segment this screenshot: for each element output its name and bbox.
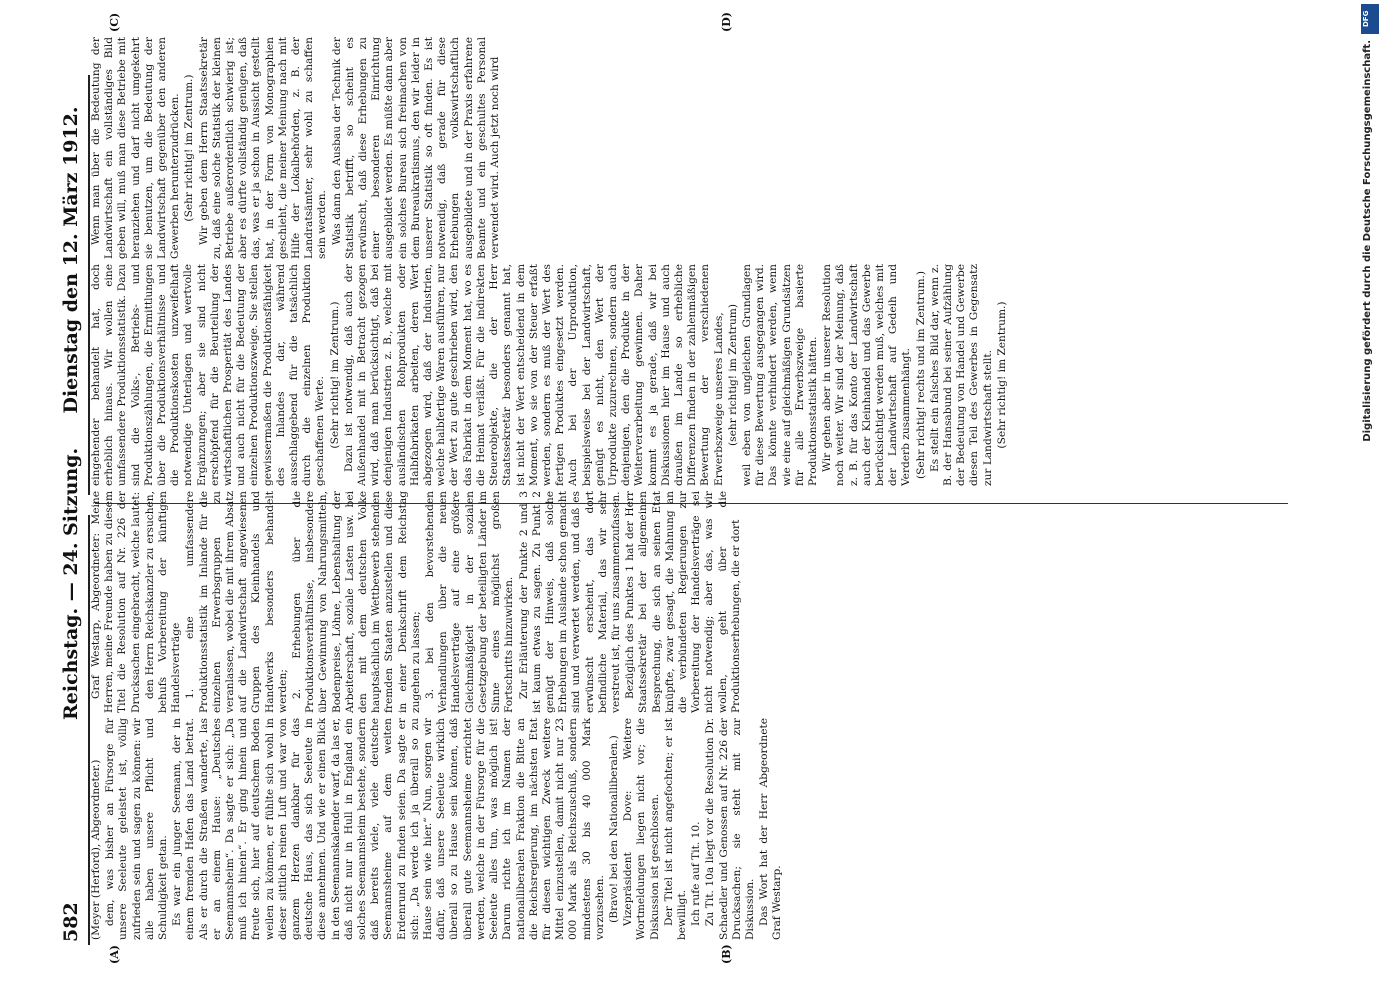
page-number: 582 xyxy=(60,902,82,942)
paragraph: weil eben von ungleichen Grundlagen für diese Bewertung ausgegangen wird. Das könnte verhindert werden, wenn wie eine auf gleichmäßigen Grundsätzen für alle Erwerbszweige basierte Produktionsstatistik hätten. xyxy=(740,264,819,486)
text-column-1 xyxy=(90,718,1288,940)
paragraph: Es war ein junger Seemann, der in einem fremden Hafen das Land betrat. Als er durch die Straßen wanderte, las er an einem Hause: „Deutsches Seemannsheim“. Da sagte er sich: „Da muß ich hinein“. Er ging hinein und freute sich, hier auf deutschem Boden weilen zu können, er fühlte sich wohl in dieser sittlich reinen Luft und war von ganzem Herzen dankbar für das deutsche Haus, das sich Seeleute in diese annehmen. Und wie er einen Blick in den Seemannskalender warf, da las er, daß nicht nur in Hull in England ein solches Seemannsheim bestehe, sondern daß bereits viele, viele deutsche Seemannsheime auf dem weiten Erdenrund zu finden seien. Da sagte er sich: „Da werde ich ja überall so zu Hause sein wie hier.“ Nun, sorgen wir dafür, daß unsere Seeleute wirklich überall so zu Hause sein können, daß überall gute Seemannsheime errichtet werden, welche in der Fürsorge für die Seeleute alles tun, was möglich ist! Darum richte ich im Namen der nationalliberalen Fraktion die Bitte an die Reichsregierung, im nächsten Etat für diesen wichtigen Zweck weitere Mittel einzustellen, damit nicht nur 23 000 Mark als Reichszuschuß, sondern mindestens 30 bis 40 000 Mark vorzusehen. xyxy=(171,718,606,940)
paragraph: Der Titel ist nicht angefochten; er ist bewilligt. xyxy=(662,718,688,940)
speaker-line: (Meyer (Herford), Abgeordneter.) xyxy=(90,759,102,940)
interjection: (Sehr richtig! im Zentrum.) xyxy=(995,301,1008,449)
interjection: (Sehr richtig! im Zentrum.) xyxy=(328,301,341,449)
paragraph: Was dann den Ausbau der Technik der Statistik betrifft, so scheint es erwünscht, daß diese Erhebungen zu einer besonderen Einrichtung ausgebildet werden. Es müßte dann aber ein solches Bureau sich freimachen von dem Bureaukratismus, den wir leider in unserer Statistik so oft finden. Es ist notwendig, daß gerade für diese Erhebungen volkswirtschaftlich ausgebildete und in der Praxis erfahrene Beamte und ein geschultes Personal verwendet wird. Auch jetzt noch wird xyxy=(330,37,502,259)
resolution-item: 1. eine umfassendere Produktionsstatistik im Inlande für die einzelnen Erwerbsgruppen zu veranlassen, wobei die mit ihrem Absatz auf die Landwirtschaft angewiesenen Gruppen des Kleinhandels und Handwerks besonders behandelt werden; xyxy=(184,491,289,713)
paragraph: eingehender behandelt hat, doch erheblich hinaus. Wir wollen eine umfassendere Produktionsstatistik. Dazu sind die Volks-, Betriebs- und Produktionszählungen, die Ermittlungen über die Produktionsverhältnisse und die Produktionskosten unzweifelhaft notwendige Unterlagen und wertvolle Ergänzungen; aber sie sind nicht erschöpfend für die Beurteilung der wirtschaftlichen Prosperität des Landes und auch nicht für die Bedeutung der einzelnen Produktionszweige. Sie stellen gewissermaßen die Produktionsfähigkeit des Inlandes dar, während ausschlaggebend für die tatsächlich durch die einzelnen Produktion geschaffenen Werte. xyxy=(90,264,327,486)
paragraph: Bezüglich des Punktes 1 hat der Herr Staatssekretär bei der allgemeinen Besprechung, die sich an seinen Etat knüpfte, zwar gesagt, die Mahnung an die verbündeten Regierungen zur Vorbereitung der Handelsverträge sei nicht notwendig; aber das, was wir wollen, geht über die Produktionserhebungen, die er dort xyxy=(624,491,742,713)
paragraph: Wir gehen aber in unserer Resolution noch weiter. Wir sind der Meinung, daß z. B. für das Konto der Landwirtschaft auch der Kleinhandel und das Gewerbe berücksichtigt werden muß, welches mit der Landwirtschaft auf Gedeih und Verderb zusammenhängt. xyxy=(821,264,913,486)
digitization-credit: Digitalisierung gefördert durch die Deutsche Forschungsgemeinschaft. xyxy=(1362,40,1373,442)
margin-mark-b: (B) xyxy=(720,944,733,964)
paragraph: Wenn man über die Bedeutung der Landwirtschaft ein vollständiges Bild geben will, muß man diese Betriebe mit heranziehen und darf nicht umgekehrt sie benutzen, um die Bedeutung der Landwirtschaft gegenüber den anderen Gewerben herunterzudrücken. xyxy=(90,37,182,259)
paragraph: Das Wort hat der Herr Abgeordnete Graf Westarp. xyxy=(758,718,784,940)
paragraph: Es stellt ein falsches Bild dar, wenn z. B. der Hansabund bei seiner Aufzählung der Bedeutung von Handel und Gewerbe diesen Teil des Gewerbes in Gegensatz zur Landwirtschaft stellt. xyxy=(928,264,994,486)
text-column-4 xyxy=(90,37,1288,259)
paragraph: Vizepräsident Dove: Weitere Wortmeldungen liegen nicht vor; die Diskussion ist geschlossen. xyxy=(622,718,661,940)
paragraph: den Herrn Reichskanzler zu ersuchen, behufs Vorbereitung der künftigen Handelsverträge xyxy=(143,491,183,713)
right-running-title: Dienstag den 12. März 1912. xyxy=(60,106,82,414)
margin-mark-a: (A) xyxy=(108,945,121,964)
paragraph: Zu Tit. 10a liegt vor die Resolution Dr. Schaedler und Genossen auf Nr. 226 der Drucksachen; sie steht mit zur Diskussion. xyxy=(704,718,756,940)
interjection: (Sehr richtig! rechts und im Zentrum.) xyxy=(914,270,927,480)
digitization-footer xyxy=(1358,0,1383,1000)
margin-mark-d: (D) xyxy=(720,12,733,32)
paragraph: Zur Erläuterung der Punkte 2 und 3 ist kaum etwas zu sagen. Zu Punkt 2 genügt der Hinweis, daß solche Erhebungen im Auslande schon gemacht sind und verwertet werden, und daß es erwünscht erscheint, das dort befindliche Material, das wir sehr verstreut ist, für uns zusammenzufassen. xyxy=(517,491,622,713)
paragraph: Ich rufe auf Tit. 10. xyxy=(690,821,703,926)
text-column-2 xyxy=(90,491,1288,713)
resolution-item: 3. bei den bevorstehenden Verhandlungen über die neuen Handelsverträge auf eine größere Gleichmäßigkeit in der sozialen Gesetzgebung der beteiligten Länder im Sinne eines möglichst großen Fortschritts hinzuwirken. xyxy=(424,491,516,713)
interjection: (Bravo! bei den Nationalliberalen.) xyxy=(607,735,620,923)
dfg-logo-badge: DFG xyxy=(1361,4,1379,34)
interjection: (sehr richtig! im Zentrum) xyxy=(726,304,739,446)
paragraph: Graf Westarp, Abgeordneter: Meine Herren, meine Freunde haben zu diesem Titel die Resolution auf Nr. 226 der Drucksachen eingebracht, welche lautet: xyxy=(90,491,142,713)
margin-mark-c: (C) xyxy=(108,12,121,32)
paragraph: dem, was bisher an Fürsorge für unsere Seeleute geleistet ist, völlig zufrieden sein und sagen zu können: wir alle haben unsere Pflicht und Schuldigkeit getan. xyxy=(104,718,170,940)
left-running-title: Reichstag. — 24. Sitzung. xyxy=(60,447,82,720)
interjection: (Sehr richtig! im Zentrum.) xyxy=(183,74,196,222)
paragraph: Wir geben dem Herrn Staatssekretär zu, daß eine solche Statistik der kleinen Betriebe außerordentlich schwierig ist; aber es dürfte vollständig genügen, daß das, was er ja schon in Aussicht gestellt hat, in der Form von Monographien geschieht, die meiner Meinung nach mit Hilfe der Lokalbehörden, z. B. der Landratsämter, sehr wohl zu schaffen sein werden. xyxy=(197,37,329,259)
text-column-3 xyxy=(90,264,1288,486)
resolution-item: 2. Erhebungen über die Produktionsverhältnisse, insbesondere über Gewinnung von Nahrungsmitteln, Bodenpreise, Löhne, Lebenshaltung der Arbeiterschaft, soziale Lasten usw. bei den mit dem deutschen Volke hauptsächlich im Wettbewerb stehenden fremden Staaten anzustellen und diese in einer Denkschrift dem Reichstag zugehen zu lassen; xyxy=(291,491,422,713)
paragraph: Dazu ist notwendig, daß auch der Außenhandel mit in Betracht gezogen wird, daß man berücksichtigt, daß bei denjenigen Industrien z. B., welche mit ausländischen Rohprodukten oder Halbfabrikaten arbeiten, deren Wert abgezogen wird, daß der Industrien, welche halbfertige Waren ausführen, nur der Wert zu gute geschrieben wird, den das Fabrikat in dem Moment hat, wo es die Heimat verläßt. Für die indirekten Steuerobjekte, die der Herr Staatssekretär besonders genannt hat, ist nicht der Wert entscheidend in dem Moment, wo sie von der Steuer erfaßt werden, sondern es muß der Wert des fertigen Produktes eingesetzt werden. Auch bei der Urproduktion, beispielsweise bei der Landwirtschaft, genügt es nicht, den Wert der Urprodukte zuzurechnen, sondern auch denjenigen, den die Produkte in der Weiterverarbeitung gewinnen. Daher kommt es ja gerade, daß wir bei Diskussionen hier im Hause und auch draußen im Lande so erhebliche Differenzen finden in der zahlenmäßigen Bewertung der verschiedenen Erwerbszweige unseres Landes, xyxy=(342,264,725,486)
left-page-header xyxy=(60,447,90,960)
